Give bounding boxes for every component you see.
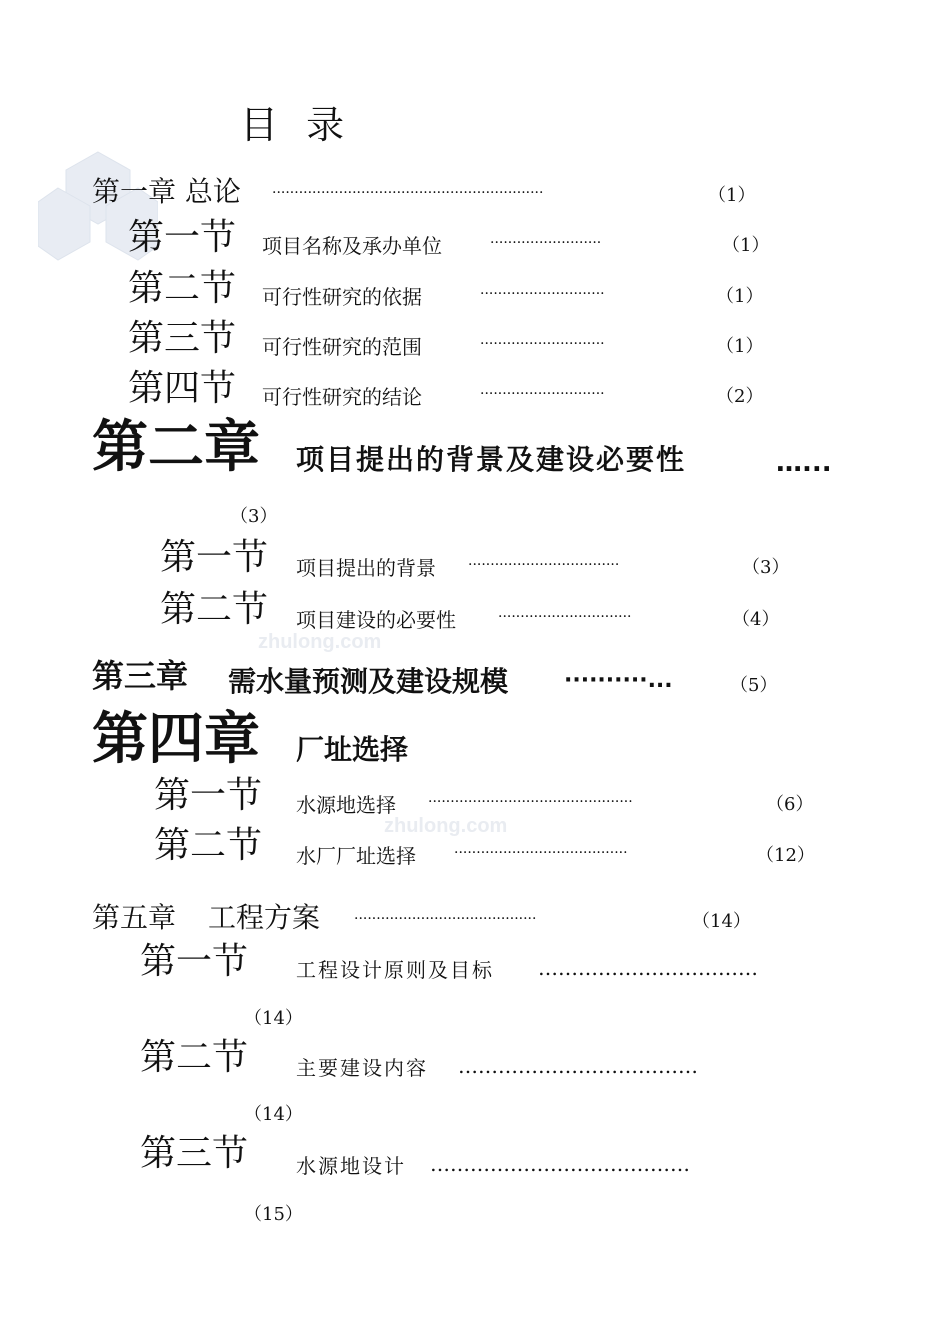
toc-section-title: 水源地选择 <box>296 793 396 817</box>
toc-dots: ··········... <box>564 668 673 693</box>
toc-dots: …………………………… <box>538 956 758 980</box>
toc-section-title: 水源地设计 <box>296 1154 406 1178</box>
toc-section-number: 第二节 <box>140 1037 249 1078</box>
watermark-text: zhulong.com <box>384 815 508 837</box>
toc-chapter-1: 第一章 总论 <box>92 175 241 208</box>
toc-dots: ………………………………… <box>430 1152 690 1176</box>
toc-page-number: （3） <box>742 557 790 578</box>
toc-page-number: （1） <box>708 185 756 206</box>
toc-section-number: 第二节 <box>160 589 269 630</box>
toc-section-title: 主要建设内容 <box>296 1056 428 1080</box>
page-title: 目 录 <box>240 103 353 147</box>
toc-section-number: 第一节 <box>140 941 249 982</box>
toc-section-title: 工程设计原则及目标 <box>296 958 494 982</box>
toc-section-number: 第一节 <box>160 537 269 578</box>
toc-dots: ······························ <box>498 609 632 625</box>
toc-section-title: 项目名称及承办单位 <box>262 234 442 258</box>
toc-chapter-3: 第三章 <box>92 657 189 695</box>
toc-page-number: （14） <box>692 911 751 932</box>
toc-chapter-title: 项目提出的背景及建设必要性 <box>296 443 687 476</box>
toc-dots: ···························· <box>480 336 605 352</box>
toc-section-number: 第三节 <box>128 318 237 359</box>
toc-section-title: 可行性研究的范围 <box>262 335 422 359</box>
toc-section-number: 第三节 <box>140 1133 249 1174</box>
toc-chapter-title: 工程方案 <box>208 901 321 934</box>
toc-section-title: 可行性研究的结论 <box>262 385 422 409</box>
toc-dots: ···························· <box>480 286 605 302</box>
toc-dots: ···························· <box>480 386 605 402</box>
toc-chapter-title: 厂址选择 <box>296 733 409 766</box>
toc-page-number: （1） <box>722 235 770 256</box>
toc-chapter-2: 第二章 <box>92 415 260 480</box>
toc-section-number: 第一节 <box>154 775 263 816</box>
toc-section-title: 项目建设的必要性 <box>296 608 456 632</box>
toc-dots: ····························································· <box>272 185 544 201</box>
toc-section-title: 可行性研究的依据 <box>262 285 422 309</box>
toc-section-title: 项目提出的背景 <box>296 556 436 580</box>
toc-page-number: （1） <box>716 286 764 307</box>
toc-chapter-4: 第四章 <box>92 707 260 772</box>
toc-page-number: （14） <box>244 1104 303 1125</box>
toc-page-number: （4） <box>732 609 780 630</box>
toc-section-number: 第一节 <box>128 217 237 258</box>
toc-page-number: （15） <box>244 1204 303 1225</box>
toc-dots: ························· <box>490 235 602 251</box>
toc-section-number: 第四节 <box>128 368 237 409</box>
toc-page-number: （1） <box>716 336 764 357</box>
toc-section-number: 第二节 <box>128 268 237 309</box>
toc-page-number: （2） <box>716 386 764 407</box>
toc-dots: ·································· <box>468 557 620 573</box>
toc-page-number: （14） <box>244 1008 303 1029</box>
toc-page-number: （3） <box>230 506 278 527</box>
watermark-text: zhulong.com <box>258 631 382 653</box>
toc-chapter-5: 第五章 <box>92 901 177 934</box>
toc-dots: ········································· <box>354 911 537 927</box>
toc-dots: ······································· <box>454 845 628 861</box>
toc-section-title: 水厂厂址选择 <box>296 844 416 868</box>
toc-page-number: （6） <box>766 794 814 815</box>
toc-dots: ……………………………… <box>458 1054 698 1078</box>
toc-dots: …... <box>776 448 832 478</box>
toc-page-number: （12） <box>756 845 815 866</box>
toc-dots: ·············································· <box>428 794 633 810</box>
toc-page-number: （5） <box>730 675 778 696</box>
toc-section-number: 第二节 <box>154 825 263 866</box>
toc-chapter-title: 需水量预测及建设规模 <box>228 665 509 698</box>
